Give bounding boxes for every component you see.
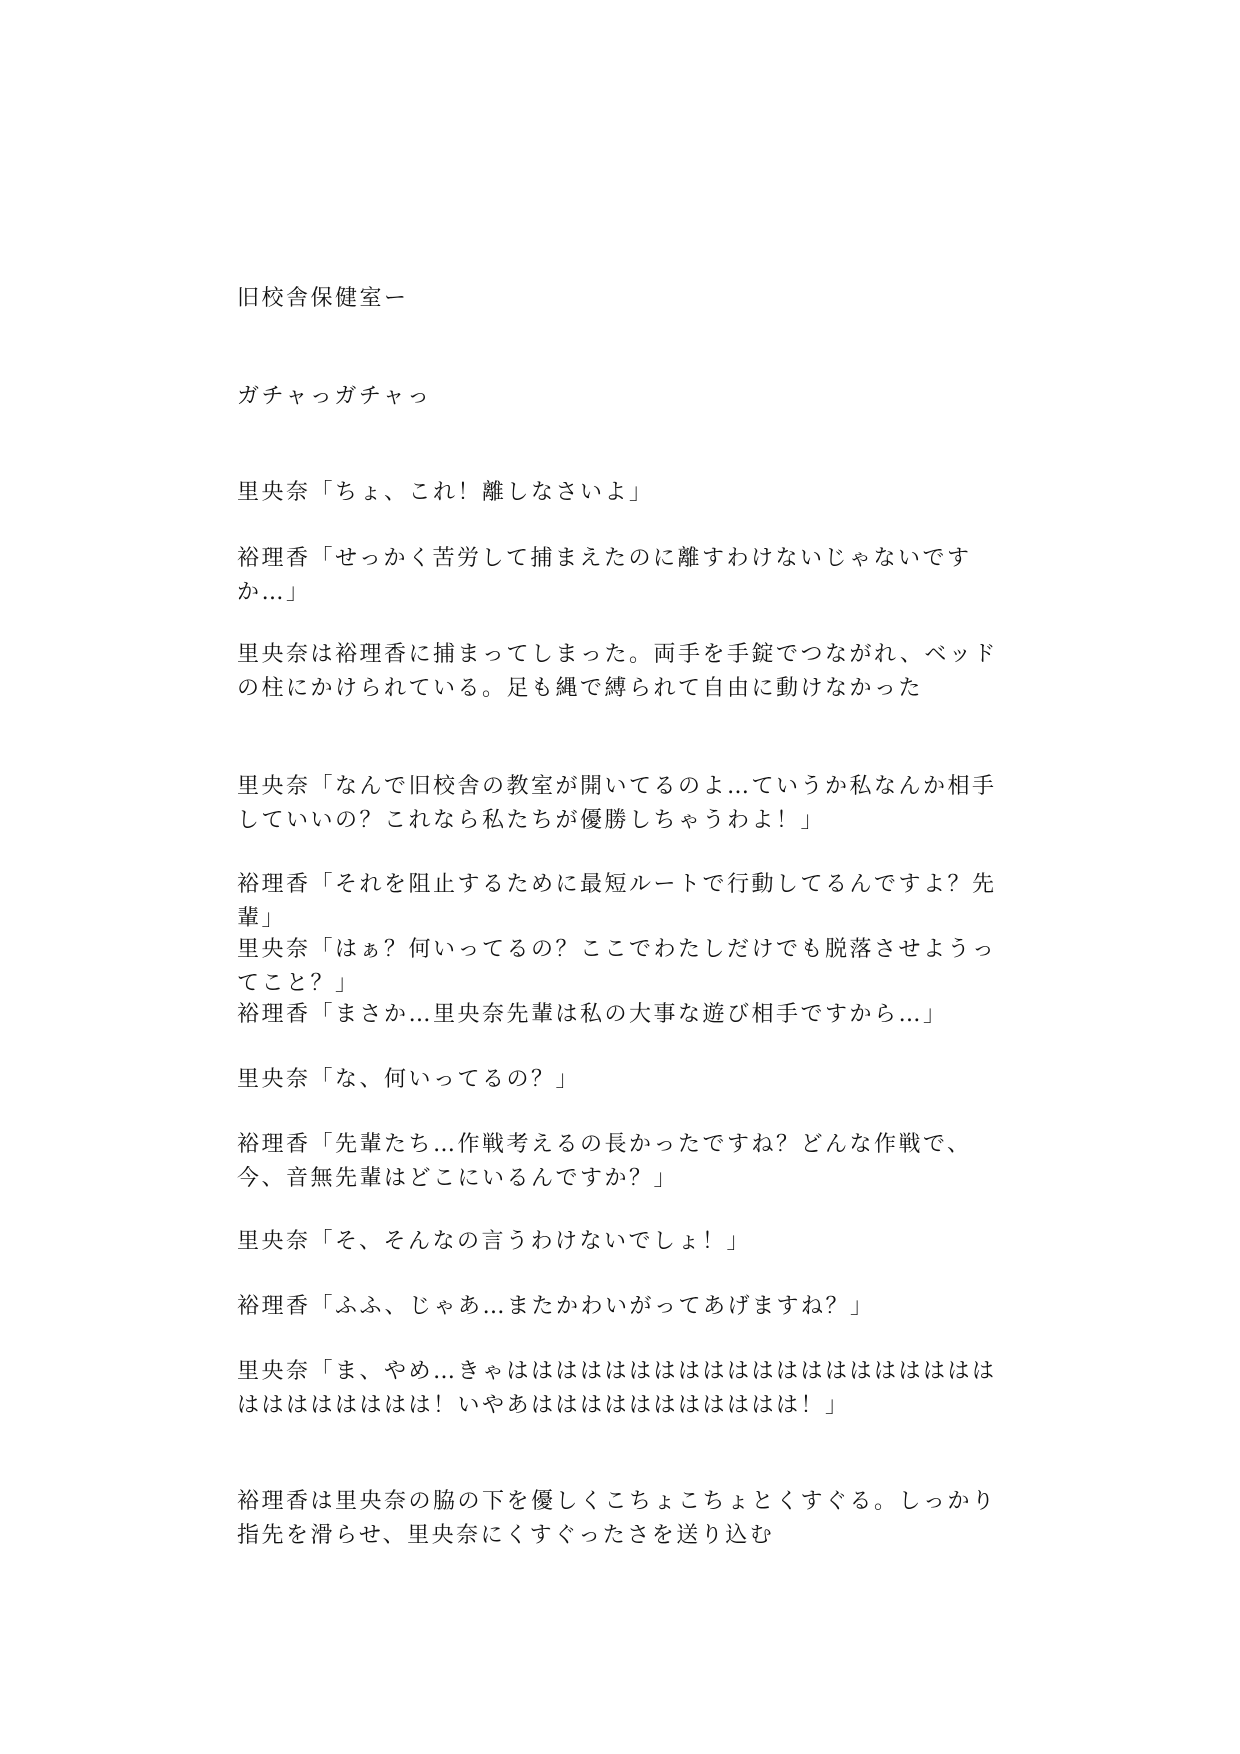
- dialogue-line: 里央奈「ま、やめ…きゃはははははははははははははははははははははははははははは！いやあははははははははははは！」: [237, 1359, 997, 1418]
- dialogue-line: 裕理香「先輩たち…作戦考えるの長かったですね？どんな作戦で、今、音無先輩はどこにいるんですか？」: [237, 1132, 972, 1191]
- narration-paragraph: 里央奈は裕理香に捕まってしまった。両手を手錠でつながれ、ベッドの柱にかけられている。足も縄で縛られて自由に動けなかった: [237, 642, 998, 701]
- narration-paragraph: 裕理香は里央奈の脇の下を優しくこちょこちょとくすぐる。しっかり指先を滑らせ、里央奈にくすぐったさを送り込む: [237, 1489, 997, 1548]
- dialogue-line: 裕理香「せっかく苦労して捕まえたのに離すわけないじゃないですか…」: [237, 546, 972, 605]
- sound-effect: ガチャっガチャっ: [237, 384, 432, 409]
- dialogue-line: 里央奈「なんで旧校舎の教室が開いてるのよ…ていうか私なんか相手していいの？これなら私たちが優勝しちゃうわよ！」: [237, 774, 997, 833]
- scene-heading: 旧校舎保健室ー: [237, 286, 409, 311]
- dialogue-line: 裕理香「ふふ、じゃあ…またかわいがってあげますね？」: [237, 1294, 875, 1319]
- dialogue-line: 里央奈「はぁ？何いってるの？ここでわたしだけでも脱落させようってこと？」: [237, 937, 997, 996]
- dialogue-line: 里央奈「ちょ、これ！離しなさいよ」: [237, 480, 654, 505]
- dialogue-line: 里央奈「な、何いってるの？」: [237, 1067, 581, 1092]
- dialogue-line: 里央奈「そ、そんなの言うわけないでしょ！」: [237, 1229, 752, 1254]
- dialogue-line: 裕理香「まさか…里央奈先輩は私の大事な遊び相手ですから…」: [237, 1002, 948, 1027]
- dialogue-line: 裕理香「それを阻止するために最短ルートで行動してるんですよ？先輩」: [237, 872, 997, 931]
